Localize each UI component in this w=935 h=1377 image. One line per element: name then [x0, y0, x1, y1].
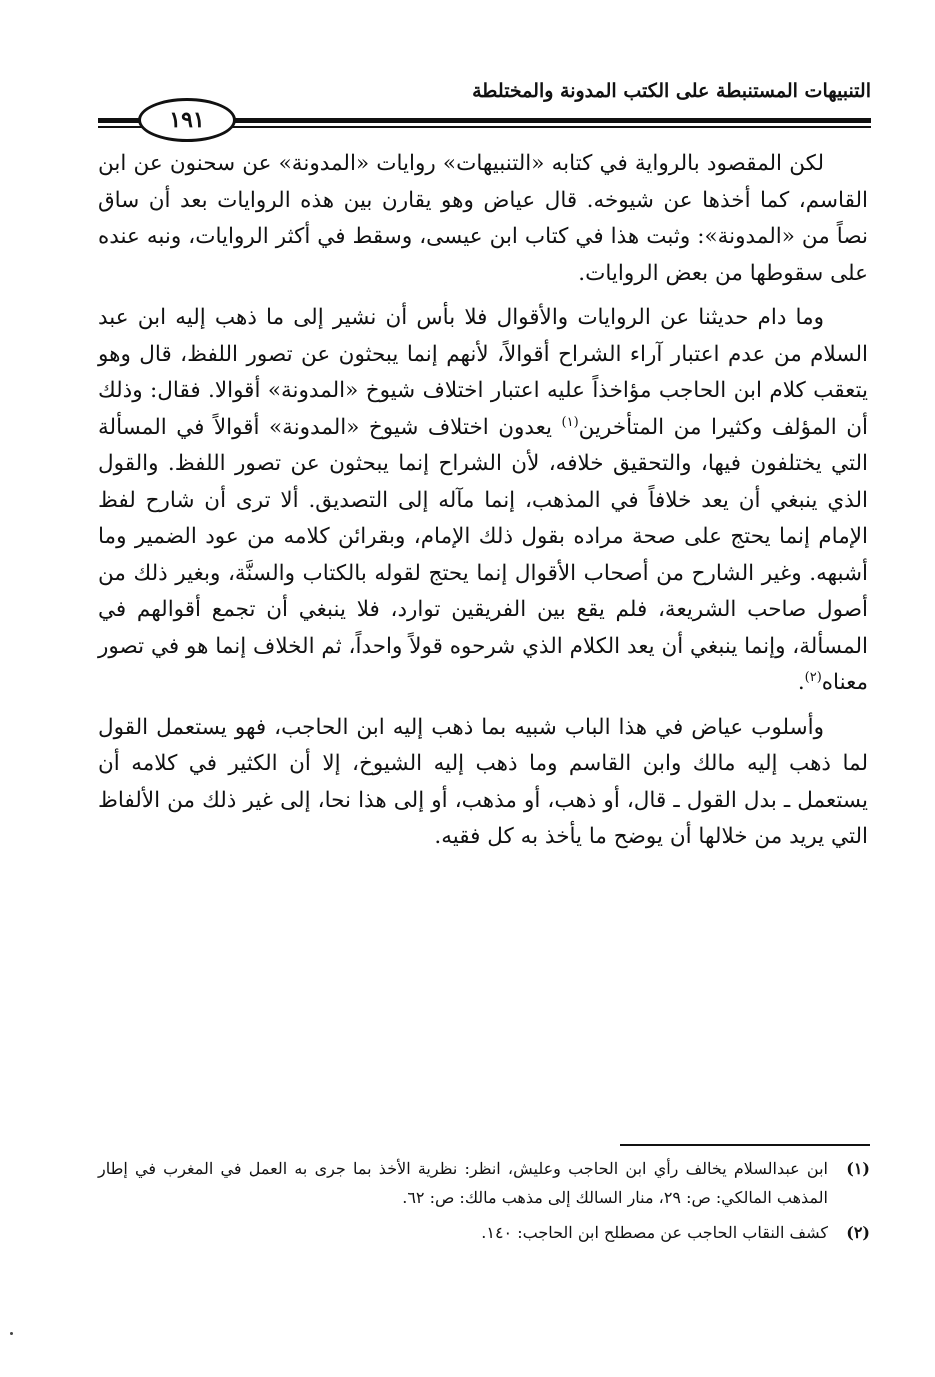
main-text: [98, 146, 868, 864]
footnote-text: كشف النقاب الحاجب عن مصطلح ابن الحاجب: ١٤٠.: [481, 1223, 828, 1242]
paragraph-2-part-1: وما دام حديثنا عن الروايات والأقوال فلا بأس أن نشير إلى ما ذهب إليه ابن عبد السلام من عدم اعتبار آراء الشراح أقوالاً، لأنهم إنما يبحثون عن تصور اللفظ، قال وهو يتعقب كلام ابن الحاجب مؤاخذاً عليه اعتبار اختلاف شيوخ «المدونة» أقوالا. فقال: وذلك أن المؤلف وكثيرا من المتأخرين: [98, 305, 868, 440]
paragraph-2-end: .: [797, 670, 805, 695]
paragraph-2: [98, 300, 868, 702]
footnote-1: [98, 1154, 870, 1212]
footnote-separator: [620, 1144, 870, 1146]
footnote-number: (٢): [846, 1223, 870, 1242]
footnote-2: [98, 1218, 870, 1247]
paragraph-1: لكن المقصود بالرواية في كتابه «التنبيهات» روايات «المدونة» عن سحنون عن ابن القاسم، كما أخذها عن شيوخه. قال عياض وهو يقارن بين هذه الروايات بعد أن ساق نصاً من «المدونة»: وثبت هذا في كتاب ابن عيسى، وسقط في أكثر الروايات، ونبه عنده على سقوطها من بعض الروايات.: [98, 151, 868, 286]
paragraph-2-part-2: يعدون اختلاف شيوخ «المدونة» أقوالاً في المسألة التي يختلفون فيها، والتحقيق خلافه، لأن الشراح إنما يبحثون عن تصور اللفظ. والقول الذي ينبغي أن يعد خلافاً في المذهب، إنما مآله إلى التصديق. ألا ترى أن شارح لفظ الإمام إنما يحتج على صحة مراده بقول ذلك الإمام، وبقرائن كلامه من عود الضمير وما أشبهه. وغير الشارح من أصحاب الأقوال إنما يحتج لقوله بالكتاب والسنَّة، وبغير ذلك من أصول صاحب الشريعة، فلم يقع بين الفريقين توارد، فلا ينبغي أن تجمع أقوالهم في المسألة، وإنما ينبغي أن يعد الكلام الذي شرحوه قولاً واحداً، ثم الخلاف إنما هو في تصور معناه: [98, 414, 868, 695]
footnote-ref-2[interactable]: (٢): [804, 669, 822, 685]
paragraph-3: وأسلوب عياض في هذا الباب شبيه بما ذهب إليه ابن الحاجب، فهو يستعمل القول لما ذهب إليه مالك وابن القاسم وما ذهب إليه الشيوخ، إلا أن الكثير في كلامه أن يستعمل ـ بدل القول ـ قال، أو ذهب، أو مذهب، أو إلى هذا نحا، إلى غير ذلك من الألفاظ التي يريد من خلالها أن يوضح ما يأخذ به كل فقيه.: [98, 714, 868, 849]
footnote-text: ابن عبدالسلام يخالف رأي ابن الحاجب وعليش، انظر: نظرية الأخذ بما جرى به العمل في المغرب في إطار المذهب المالكي: ص: ٢٩، منار السالك إلى مذهب مالك: ص: ٦٢.: [98, 1159, 828, 1207]
footnote-ref-1[interactable]: (١): [561, 414, 579, 430]
page-number: ١٩١: [138, 98, 236, 142]
scan-speck: [10, 1332, 13, 1335]
running-title: التنبيهات المستنبطة على الكتب المدونة والمختلطة: [472, 80, 871, 102]
footnote-number: (١): [846, 1159, 870, 1178]
footnotes: [98, 1154, 870, 1253]
